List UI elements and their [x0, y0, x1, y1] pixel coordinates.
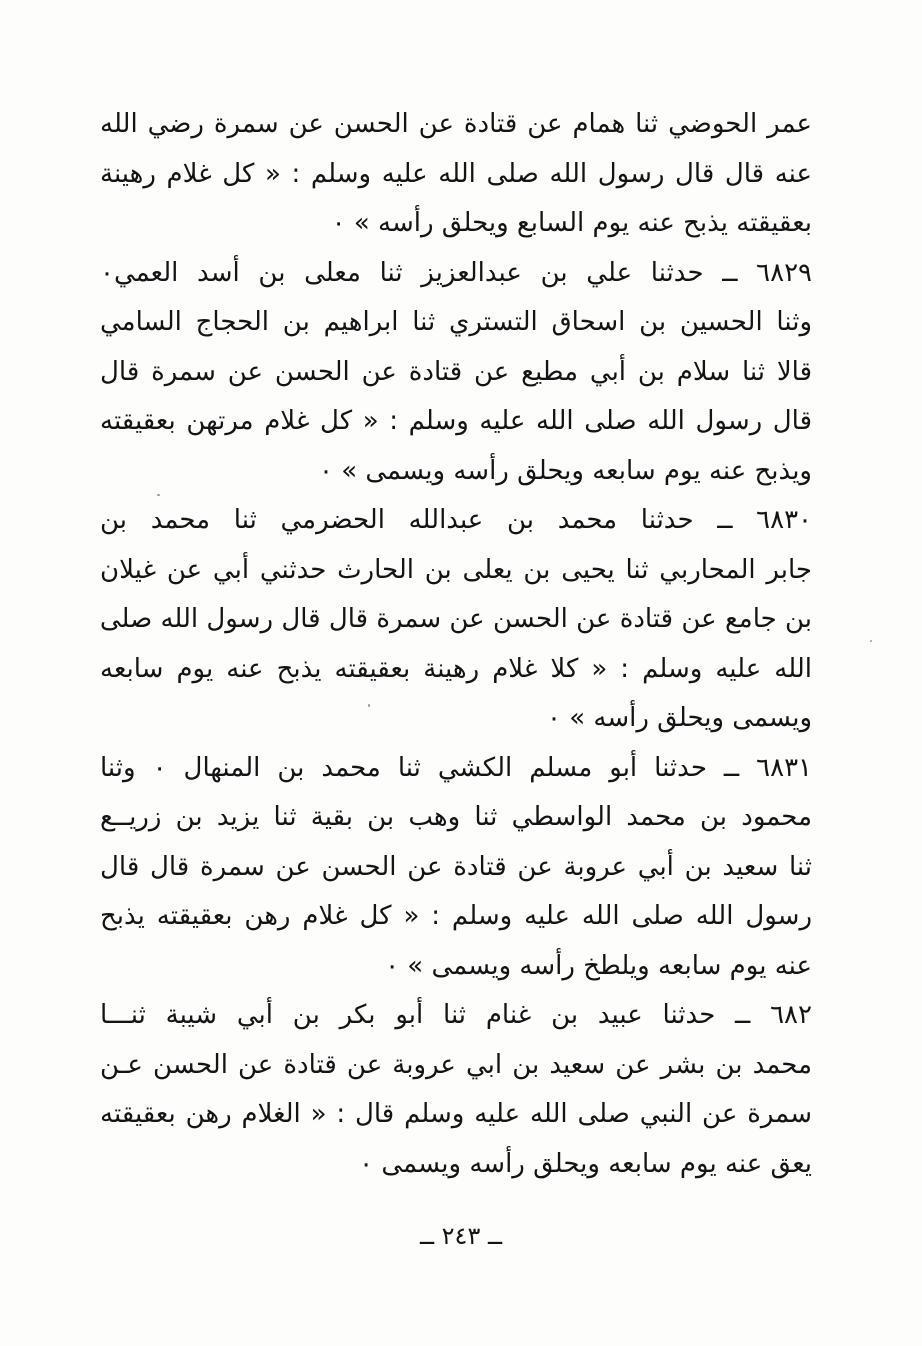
hadith-6829-heading: ٦٨٢٩ ــ حدثنا علي بن عبدالعزيز ثنا معلى بن أسد العمي٠	[100, 257, 812, 288]
text-line-17: رسول الله صلى الله عليه وسلم : « كل غلام رهن بعقيقته يذبح	[100, 901, 812, 931]
page-number: ــ ٢٤٣ ــ	[419, 1222, 503, 1250]
text-line-8: ويذبح عنه يوم سابعه ويحلق رأسه ويسمى » ٠	[318, 455, 812, 486]
scan-speck	[870, 640, 872, 642]
text-line-22: يعق عنه يوم سابعه ويحلق رأسه ويسمى ٠	[359, 1148, 812, 1179]
text-line-12: الله عليه وسلم : « كلا غلام رهينة بعقيقته يذبح عنه يوم سابعه	[100, 653, 812, 684]
text-line-1: عمر الحوضي ثنا همام عن قتادة عن الحسن عن سمرة رضي الله	[100, 109, 812, 139]
hadith-6830-heading: ٦٨٣٠ ــ حدثنا محمد بن عبدالله الحضرمي ثنا محمد بن	[100, 505, 812, 535]
scan-speck	[157, 494, 160, 496]
text-line-6: قالا ثنا سلام بن أبي مطيع عن قتادة عن الحسن عن سمرة قال	[100, 356, 812, 387]
text-line-10: جابر المحاربي ثنا يحيى بن يعلى بن الحارث حدثني أبي عن غيلان	[100, 554, 812, 585]
text-line-3: بعقيقته يذبح عنه يوم السابع ويحلق رأسه » ٠	[331, 208, 812, 238]
scan-speck	[368, 704, 370, 707]
text-line-18: عنه يوم سابعه ويلطخ رأسه ويسمى » ٠	[385, 950, 812, 981]
hadith-6831-heading: ٦٨٣١ ــ حدثنا أبو مسلم الكشي ثنا محمد بن المنهال ٠ وثنا	[100, 752, 812, 783]
text-line-11: بن جامع عن قتادة عن الحسن عن سمرة قال قال رسول الله صلى	[100, 604, 812, 634]
text-line-13: ويسمى ويحلق رأسه » ٠	[547, 703, 812, 733]
page-text	[100, 100, 812, 1189]
text-line-7: قال رسول الله صلى الله عليه وسلم : « كل غلام مرتهن بعقيقته	[100, 406, 812, 436]
text-line-5: وثنا الحسين بن اسحاق التستري ثنا ابراهيم بن الحجاج السامي	[100, 307, 812, 337]
text-line-21: سمرة عن النبي صلى الله عليه وسلم قال : « الغلام رهن بعقيقته	[100, 1099, 812, 1129]
text-line-20: محمد بن بشر عن سعيد بن ابي عروبة عن قتادة عن الحسن عـن	[100, 1049, 812, 1080]
text-line-16: ثنا سعيد بن أبي عروبة عن قتادة عن الحسن عن سمرة قال قال	[100, 851, 812, 882]
hadith-682-heading: ٦٨٢ ــ حدثنا عبيد بن غنام ثنا أبو بكر بن أبي شيبة ثنـــا	[100, 1000, 812, 1030]
text-line-15: محمود بن محمد الواسطي ثنا وهب بن بقية ثنا يزيد بن زريــع	[100, 802, 812, 832]
text-line-2: عنه قال قال رسول الله صلى الله عليه وسلم : « كل غلام رهينة	[100, 158, 812, 189]
